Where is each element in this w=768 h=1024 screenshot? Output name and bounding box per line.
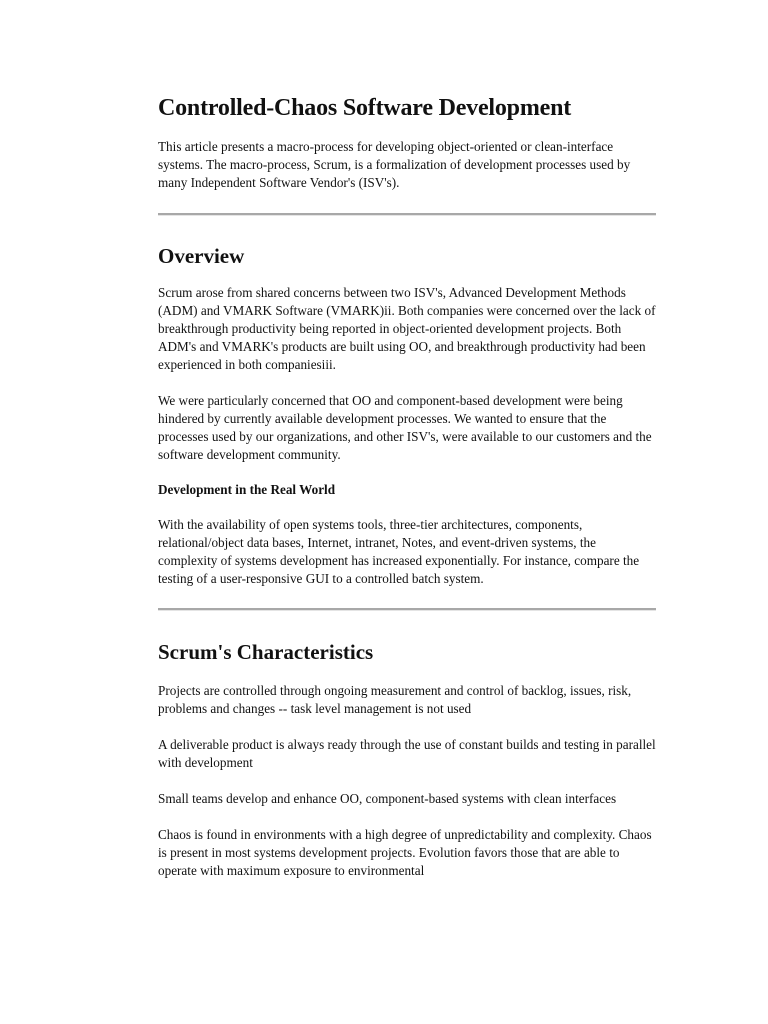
overview-paragraph: Scrum arose from shared concerns between two ISV's, Advanced Development Methods (ADM) and VMARK Software (VMARK)ii. Both companies were concerned over the lack of breakthrough productivity being reported in object-oriented development projects. Both ADM's and VMARK's products are built using OO, and breakthrough productivity had been experienced in both companiesiii. [158,285,656,372]
characteristics-paragraph: Small teams develop and enhance OO, component-based systems with clean interfaces [158,791,617,806]
document-page [158,92,656,880]
real-world-paragraph: With the availability of open systems tools, three-tier architectures, components, relational/object data bases, Internet, intranet, Notes, and event-driven systems, the complexity of systems development has increased exponentially. For instance, compare the testing of a user-responsive GUI to a controlled batch system. [158,517,640,586]
characteristics-paragraph: A deliverable product is always ready through the use of constant builds and testing in parallel with development [158,737,656,770]
overview-paragraph: We were particularly concerned that OO and component-based development were being hindered by currently available development processes. We wanted to ensure that the processes used by our organizations, and other ISV's, were available to our customers and the software development community. [158,393,652,462]
characteristics-heading: Scrum's Characteristics [158,640,374,664]
section-divider [158,213,656,216]
overview-heading: Overview [158,244,245,268]
document-title: Controlled-Chaos Software Development [158,95,572,121]
real-world-subheading: Development in the Real World [158,482,336,497]
section-divider [158,608,656,611]
intro-paragraph: This article presents a macro-process for developing object-oriented or clean-interface systems. The macro-process, Scrum, is a formalization of development processes used by many Independent Software Vendor's (ISV's). [158,139,631,190]
characteristics-paragraph: Chaos is found in environments with a high degree of unpredictability and complexity. Chaos is present in most systems development projects. Evolution favors those that are able to operate with maximum exposure to environmental [158,827,652,878]
characteristics-paragraph: Projects are controlled through ongoing measurement and control of backlog, issues, risk, problems and changes -- task level management is not used [158,683,632,716]
